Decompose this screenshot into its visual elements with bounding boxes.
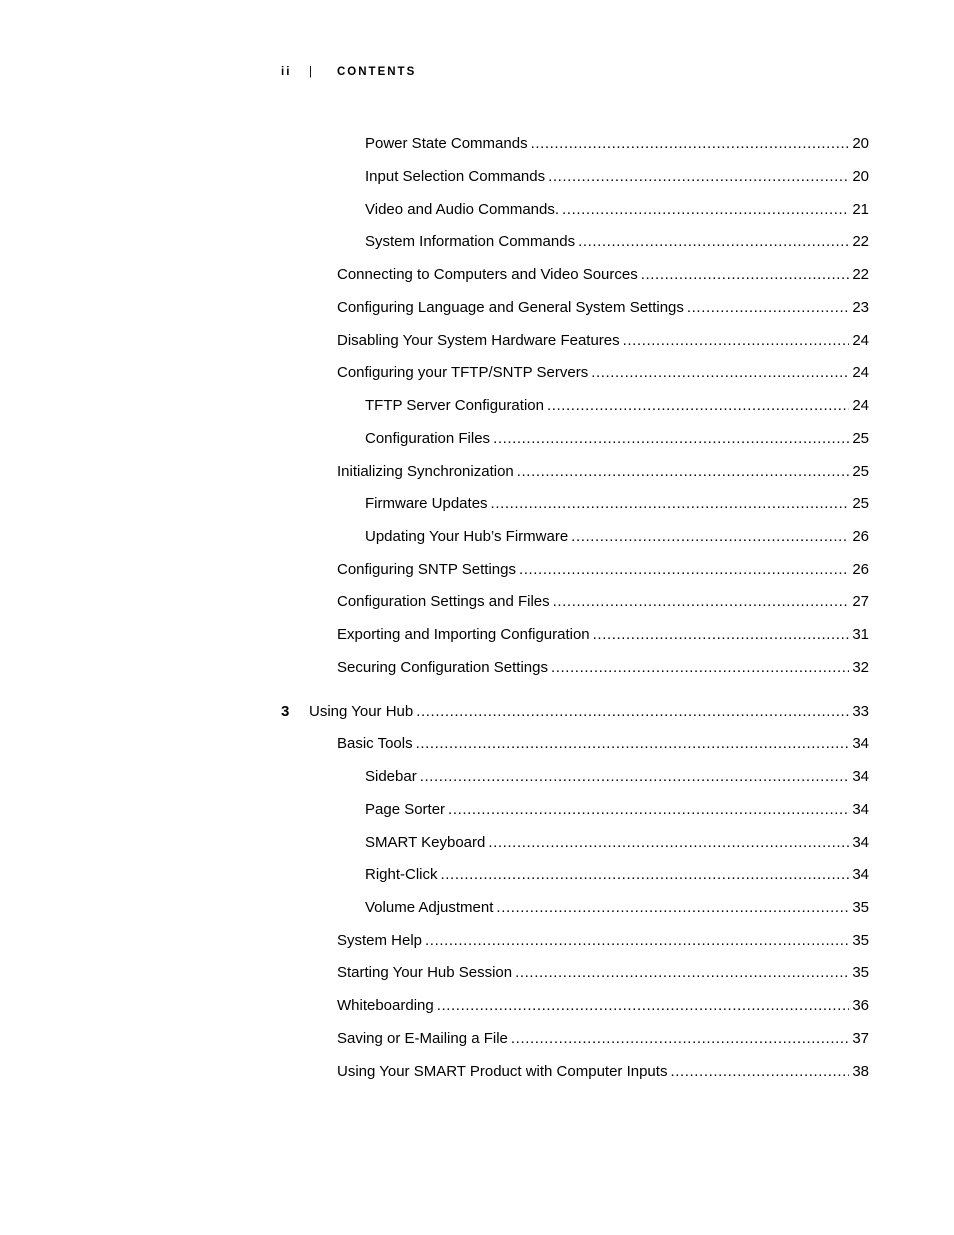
toc-entry-page: 35 xyxy=(852,964,869,981)
toc-entry-title: Configuring Language and General System Settings xyxy=(337,299,684,316)
toc-entry[interactable] xyxy=(337,363,869,383)
toc-entry-title: Page Sorter xyxy=(365,801,446,818)
toc-entry-page: 32 xyxy=(852,659,869,676)
toc-entry-page: 21 xyxy=(852,201,869,218)
toc-entry[interactable] xyxy=(365,767,869,787)
toc-entry-page: 34 xyxy=(852,834,869,851)
toc-entry[interactable] xyxy=(365,494,869,514)
toc-dot-leader xyxy=(519,560,849,580)
toc-entry[interactable] xyxy=(365,167,869,187)
toc-entry[interactable] xyxy=(281,702,869,722)
toc-entry-title: Starting Your Hub Session xyxy=(337,964,513,981)
toc-entry-title: Configuring SNTP Settings xyxy=(337,561,516,578)
toc-entry-title: Exporting and Importing Configuration xyxy=(337,626,590,643)
toc-entry-page: 25 xyxy=(852,430,869,447)
toc-entry-page: 33 xyxy=(852,703,869,720)
toc-entry-page: 34 xyxy=(852,768,869,785)
toc-dot-leader xyxy=(493,429,849,449)
toc-entry-page: 26 xyxy=(852,561,869,578)
toc-entry[interactable] xyxy=(337,734,869,754)
toc-entry[interactable] xyxy=(365,232,869,252)
toc-entry[interactable] xyxy=(365,527,869,547)
toc-entry-page: 36 xyxy=(852,997,869,1014)
toc-entry-page: 31 xyxy=(852,626,869,643)
toc-entry-page: 34 xyxy=(852,735,869,752)
toc-entry[interactable] xyxy=(337,592,869,612)
toc-entry[interactable] xyxy=(337,931,869,951)
toc-entry[interactable] xyxy=(337,462,869,482)
toc-entry[interactable] xyxy=(337,1062,869,1082)
toc-entry-page: 25 xyxy=(852,463,869,480)
toc-entry-title: SMART Keyboard xyxy=(365,834,486,851)
toc-entry-title: Sidebar xyxy=(365,768,417,785)
toc-entry-page: 24 xyxy=(852,397,869,414)
toc-entry-page: 22 xyxy=(852,266,869,283)
toc-entry[interactable] xyxy=(365,429,869,449)
toc-dot-leader xyxy=(641,265,850,285)
toc-entry-page: 27 xyxy=(852,593,869,610)
toc-entry-page: 38 xyxy=(852,1063,869,1080)
toc-dot-leader xyxy=(687,298,849,318)
toc-entry[interactable] xyxy=(365,200,869,220)
toc-entry[interactable] xyxy=(337,1029,869,1049)
toc-dot-leader xyxy=(511,1029,849,1049)
toc-entry-title: Volume Adjustment xyxy=(365,899,494,916)
toc-entry-page: 37 xyxy=(852,1030,869,1047)
toc-entry[interactable] xyxy=(365,898,869,918)
toc-dot-leader xyxy=(593,625,850,645)
page-header xyxy=(281,66,416,78)
toc-dot-leader xyxy=(591,363,849,383)
toc-entry-page: 35 xyxy=(852,932,869,949)
toc-entry-title: Video and Audio Commands. xyxy=(365,201,560,218)
toc-entry-title: Configuring your TFTP/SNTP Servers xyxy=(337,364,589,381)
toc-dot-leader xyxy=(496,898,849,918)
toc-dot-leader xyxy=(531,134,850,154)
toc-dot-leader xyxy=(448,800,849,820)
toc-entry[interactable] xyxy=(337,963,869,983)
toc-dot-leader xyxy=(425,931,849,951)
toc-entry-page: 22 xyxy=(852,233,869,250)
toc-entry[interactable] xyxy=(337,298,869,318)
toc-dot-leader xyxy=(491,494,850,514)
toc-dot-leader xyxy=(515,963,849,983)
toc-entry-title: Power State Commands xyxy=(365,135,528,152)
toc-entry[interactable] xyxy=(365,800,869,820)
toc-entry[interactable] xyxy=(337,625,869,645)
toc-dot-leader xyxy=(517,462,850,482)
toc-entry-page: 26 xyxy=(852,528,869,545)
toc-entry[interactable] xyxy=(337,658,869,678)
toc-entry-title: System Information Commands xyxy=(365,233,576,250)
toc-dot-leader xyxy=(420,767,850,787)
toc-entry-title: Configuration Settings and Files xyxy=(337,593,550,610)
toc-dot-leader xyxy=(437,996,850,1016)
toc-entry-page: 34 xyxy=(852,866,869,883)
toc-dot-leader xyxy=(548,167,849,187)
toc-dot-leader xyxy=(670,1062,849,1082)
toc-entry-title: Whiteboarding xyxy=(337,997,434,1014)
toc-entry-page: 35 xyxy=(852,899,869,916)
toc-entry-title: Initializing Synchronization xyxy=(337,463,514,480)
toc-entry[interactable] xyxy=(365,396,869,416)
toc-dot-leader xyxy=(551,658,849,678)
toc-dot-leader xyxy=(562,200,849,220)
toc-entry-title: Basic Tools xyxy=(337,735,413,752)
toc-entry-title: Disabling Your System Hardware Features xyxy=(337,332,620,349)
toc-entry[interactable] xyxy=(337,265,869,285)
toc-dot-leader xyxy=(553,592,850,612)
toc-entry-page: 23 xyxy=(852,299,869,316)
toc-entry[interactable] xyxy=(337,560,869,580)
toc-entry-title: Connecting to Computers and Video Sources xyxy=(337,266,638,283)
toc-entry-title: System Help xyxy=(337,932,423,949)
toc-dot-leader xyxy=(488,833,849,853)
toc-entry[interactable] xyxy=(365,134,869,154)
toc-entry-page: 20 xyxy=(852,168,869,185)
toc-entry-page: 20 xyxy=(852,135,869,152)
toc-dot-leader xyxy=(571,527,849,547)
toc-entry-page: 24 xyxy=(852,332,869,349)
toc-chapter-number: 3 xyxy=(281,703,290,720)
toc-entry-title: Updating Your Hub’s Firmware xyxy=(365,528,569,545)
toc-entry[interactable] xyxy=(365,833,869,853)
toc-entry[interactable] xyxy=(365,865,869,885)
toc-dot-leader xyxy=(416,702,849,722)
toc-entry-title: TFTP Server Configuration xyxy=(365,397,544,414)
toc-entry-title: Using Your Hub xyxy=(309,703,414,720)
toc-entry-title: Firmware Updates xyxy=(365,495,488,512)
header-separator: | xyxy=(309,66,314,78)
toc-entry-title: Right-Click xyxy=(365,866,438,883)
toc-dot-leader xyxy=(623,331,850,351)
page-number: ii xyxy=(281,66,292,78)
toc-entry-page: 34 xyxy=(852,801,869,818)
toc-entry-title: Input Selection Commands xyxy=(365,168,546,185)
toc-entry-title: Using Your SMART Product with Computer Inputs xyxy=(337,1063,668,1080)
toc-entry-title: Securing Configuration Settings xyxy=(337,659,548,676)
toc-entry-page: 25 xyxy=(852,495,869,512)
toc-dot-leader xyxy=(547,396,849,416)
toc-entry[interactable] xyxy=(337,331,869,351)
toc-dot-leader xyxy=(441,865,850,885)
header-title: CONTENTS xyxy=(337,66,417,78)
toc-entry-title: Saving or E-Mailing a File xyxy=(337,1030,508,1047)
toc-dot-leader xyxy=(578,232,849,252)
toc-dot-leader xyxy=(416,734,850,754)
toc-entry[interactable] xyxy=(337,996,869,1016)
toc-entry-page: 24 xyxy=(852,364,869,381)
toc-entry-title: Configuration Files xyxy=(365,430,491,447)
